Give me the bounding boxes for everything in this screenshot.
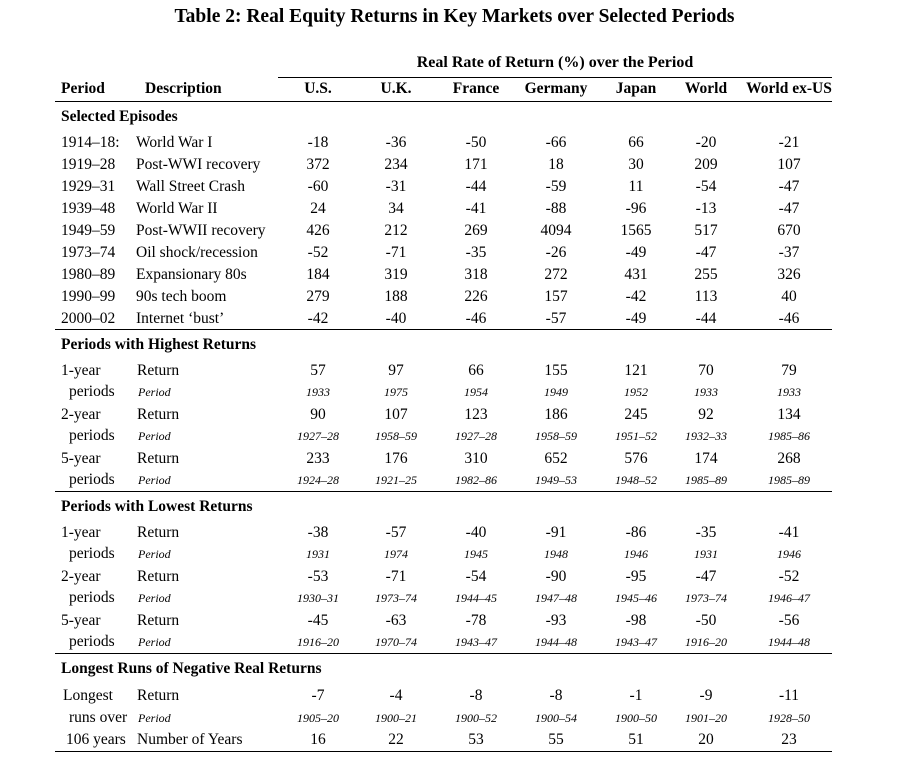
- table-cell-period: 1982–86: [455, 473, 497, 487]
- row-description: Wall Street Crash: [136, 178, 245, 195]
- table-cell-value: 234: [384, 156, 408, 173]
- table-cell-value: 18: [548, 156, 564, 173]
- table-cell-period: 1932–33: [685, 429, 727, 443]
- section-rule: [55, 491, 832, 492]
- table-cell-period: 1900–50: [615, 711, 657, 725]
- column-header-market: World ex-US: [746, 80, 832, 97]
- table-cell-period: 1944–48: [768, 635, 810, 649]
- table-cell-period: 1949–53: [535, 473, 577, 487]
- table-cell-period: 1933: [306, 385, 330, 399]
- table-cell-value: -26: [545, 244, 567, 261]
- table-cell-return: -7: [311, 687, 325, 704]
- group-label: periods: [69, 633, 115, 650]
- table-cell-value: 4094: [540, 222, 572, 239]
- table-cell-value: -46: [465, 310, 487, 327]
- superheader: Real Rate of Return (%) over the Period: [416, 54, 694, 71]
- table-cell-return: 90: [310, 406, 326, 423]
- table-cell-period: 1927–28: [297, 429, 339, 443]
- table-cell-value: -47: [695, 244, 717, 261]
- section-rule: [55, 653, 832, 654]
- column-header-market: France: [452, 80, 500, 97]
- table-cell-value: -36: [385, 134, 407, 151]
- return-label: Return: [137, 568, 180, 585]
- group-label: periods: [69, 589, 115, 606]
- table-cell-period: 1985–86: [768, 429, 810, 443]
- table-cell-value: 11: [628, 178, 644, 195]
- table-cell-return: 268: [777, 450, 801, 467]
- table-cell-period: 1927–28: [455, 429, 497, 443]
- group-label: 5-year: [61, 612, 101, 629]
- table-cell-value: -13: [695, 200, 717, 217]
- row-period: 1980–89: [61, 266, 116, 283]
- table-cell-return: 57: [310, 362, 326, 379]
- table-cell-return: 155: [544, 362, 568, 379]
- group-label: periods: [69, 471, 115, 488]
- table-cell-value: 517: [694, 222, 718, 239]
- table-cell-value: 30: [628, 156, 644, 173]
- table-cell-value: -47: [778, 200, 800, 217]
- group-label: 2-year: [61, 406, 101, 423]
- table-cell-return: -98: [625, 612, 647, 629]
- period-label: Period: [138, 635, 171, 649]
- table-cell-period: 1974: [384, 547, 408, 561]
- table-cell-period: 1948–52: [615, 473, 657, 487]
- table-cell-period: 1985–89: [685, 473, 727, 487]
- group-label: 1-year: [61, 362, 101, 379]
- table-cell-return: -53: [307, 568, 329, 585]
- table-cell-value: -49: [625, 244, 647, 261]
- table-cell-period: 1958–59: [375, 429, 417, 443]
- table-cell-return: -50: [695, 612, 717, 629]
- group-label: Longest: [63, 687, 113, 704]
- table-cell-value: -35: [465, 244, 487, 261]
- superheader-rule: [278, 77, 832, 78]
- table-cell-value: -40: [385, 310, 407, 327]
- table-cell-value: 184: [306, 266, 330, 283]
- section-heading: Selected Episodes: [61, 108, 178, 125]
- table-cell-return: -95: [625, 568, 647, 585]
- column-header-period: Period: [61, 80, 105, 97]
- table-cell-period: 1946: [624, 547, 648, 561]
- table-cell-value: -47: [778, 178, 800, 195]
- row-period: 1914–18:: [61, 134, 120, 151]
- group-label: periods: [69, 383, 115, 400]
- table-cell-return: 174: [694, 450, 718, 467]
- row-description: Post-WWI recovery: [136, 156, 261, 173]
- table-cell-period: 1947–48: [535, 591, 577, 605]
- table-cell-value: -54: [695, 178, 717, 195]
- table-cell-return: -90: [545, 568, 567, 585]
- table-cell-value: 66: [628, 134, 644, 151]
- group-label: 1-year: [61, 524, 101, 541]
- table-cell-value: -49: [625, 310, 647, 327]
- column-header-market: Japan: [615, 80, 657, 97]
- table-cell-return: 121: [624, 362, 648, 379]
- table-cell-return: -35: [695, 524, 717, 541]
- table-cell-value: -44: [695, 310, 717, 327]
- table-cell-return: -45: [307, 612, 329, 629]
- table-cell-period: 1946–47: [768, 591, 810, 605]
- table-cell-period: 1900–21: [375, 711, 417, 725]
- table-cell-return: -71: [385, 568, 407, 585]
- row-description: World War II: [136, 200, 218, 217]
- table-cell-period: 1954: [464, 385, 488, 399]
- table-cell-return: 79: [781, 362, 797, 379]
- table-cell-return: -47: [695, 568, 717, 585]
- table-cell-period: 1951–52: [615, 429, 657, 443]
- group-label: periods: [69, 427, 115, 444]
- column-header-market: U.S.: [304, 80, 332, 97]
- bottom-rule: [55, 751, 832, 752]
- section-heading: Longest Runs of Negative Real Returns: [61, 660, 322, 677]
- table-cell-period: 1970–74: [375, 635, 417, 649]
- table-cell-value: 226: [464, 288, 488, 305]
- table-cell-value: -42: [307, 310, 329, 327]
- return-label: Return: [137, 687, 180, 704]
- table-cell-value: -42: [625, 288, 647, 305]
- table-cell-period: 1946: [777, 547, 801, 561]
- row-period: 1939–48: [61, 200, 116, 217]
- row-description: World War I: [136, 134, 213, 151]
- table-cell-return: -41: [778, 524, 800, 541]
- table-cell-period: 1975: [384, 385, 408, 399]
- section-heading: Periods with Lowest Returns: [61, 498, 253, 515]
- table-cell-return: -40: [465, 524, 487, 541]
- table-cell-value: -50: [465, 134, 487, 151]
- table-cell-return: 576: [624, 450, 648, 467]
- row-description: Internet ‘bust’: [136, 310, 225, 327]
- row-period: 1919–28: [61, 156, 116, 173]
- table-cell-value: 279: [306, 288, 330, 305]
- return-label: Return: [137, 612, 180, 629]
- table-cell-return: -54: [465, 568, 487, 585]
- table-cell-period: 1985–89: [768, 473, 810, 487]
- table-cell-value: -18: [307, 134, 329, 151]
- table-title: Table 2: Real Equity Returns in Key Markets over Selected Periods: [174, 6, 735, 27]
- table-cell-return: 134: [777, 406, 801, 423]
- table-cell-return: -11: [778, 687, 800, 704]
- return-label: Return: [137, 362, 180, 379]
- table-cell-period: 1901–20: [685, 711, 727, 725]
- table-cell-return: -52: [778, 568, 800, 585]
- table-cell-period: 1949: [544, 385, 568, 399]
- table-cell-period: 1973–74: [375, 591, 417, 605]
- period-label: Period: [138, 547, 171, 561]
- column-header-description: Description: [145, 80, 222, 97]
- table-cell-period: 1973–74: [685, 591, 727, 605]
- table-cell-years: 51: [628, 731, 644, 748]
- row-period: 2000–02: [61, 310, 116, 327]
- table-cell-return: 233: [306, 450, 330, 467]
- table-cell-value: 24: [310, 200, 326, 217]
- table-cell-value: 40: [781, 288, 797, 305]
- table-cell-value: -44: [465, 178, 487, 195]
- group-label: 106 years: [66, 731, 126, 748]
- row-description: 90s tech boom: [136, 288, 227, 305]
- table-cell-value: 269: [464, 222, 488, 239]
- table-cell-return: 652: [544, 450, 568, 467]
- table-cell-years: 16: [310, 731, 326, 748]
- row-period: 1990–99: [61, 288, 116, 305]
- table-cell-period: 1900–52: [455, 711, 497, 725]
- table-cell-return: -38: [307, 524, 329, 541]
- table-cell-return: 107: [384, 406, 408, 423]
- table-cell-return: -4: [389, 687, 403, 704]
- table-cell-value: 171: [464, 156, 488, 173]
- row-period: 1929–31: [61, 178, 116, 195]
- table-cell-period: 1933: [694, 385, 718, 399]
- table-cell-value: 372: [306, 156, 330, 173]
- table-cell-return: 123: [464, 406, 488, 423]
- period-label: Period: [138, 429, 171, 443]
- table-cell-value: -71: [385, 244, 407, 261]
- table-cell-period: 1916–20: [297, 635, 339, 649]
- table-cell-period: 1944–45: [455, 591, 497, 605]
- table-cell-period: 1931: [694, 547, 718, 561]
- table-cell-value: 34: [388, 200, 404, 217]
- table-cell-period: 1928–50: [768, 711, 810, 725]
- table-cell-value: -60: [307, 178, 329, 195]
- table-cell-period: 1933: [777, 385, 801, 399]
- section-heading: Periods with Highest Returns: [61, 336, 257, 353]
- table-cell-value: -37: [778, 244, 800, 261]
- group-label: periods: [69, 545, 115, 562]
- column-header-market: Germany: [524, 80, 588, 97]
- table-cell-period: 1943–47: [615, 635, 657, 649]
- table-cell-period: 1944–48: [535, 635, 577, 649]
- return-label: Return: [137, 406, 180, 423]
- table-cell-period: 1916–20: [685, 635, 727, 649]
- table-cell-period: 1945: [464, 547, 488, 561]
- table-cell-value: -57: [545, 310, 567, 327]
- period-label: Period: [138, 711, 171, 725]
- row-description: Post-WWII recovery: [136, 222, 266, 239]
- table-cell-return: -93: [545, 612, 567, 629]
- table-cell-value: 272: [544, 266, 568, 283]
- table-cell-value: -21: [778, 134, 800, 151]
- table-cell-value: 113: [694, 288, 718, 305]
- table-cell-value: -20: [695, 134, 717, 151]
- period-label: Period: [138, 385, 171, 399]
- column-header-market: World: [684, 80, 728, 97]
- group-label: runs over: [69, 709, 128, 726]
- table-cell-return: 186: [544, 406, 568, 423]
- table-cell-value: 1565: [620, 222, 652, 239]
- group-label: 2-year: [61, 568, 101, 585]
- table-cell-value: -46: [778, 310, 800, 327]
- return-label: Return: [137, 450, 180, 467]
- row-period: 1949–59: [61, 222, 116, 239]
- table-cell-period: 1930–31: [297, 591, 339, 605]
- table-cell-return: 70: [698, 362, 714, 379]
- table-cell-return: 92: [698, 406, 714, 423]
- table-cell-years: 53: [468, 731, 484, 748]
- table-cell-return: -56: [778, 612, 800, 629]
- table-cell-period: 1921–25: [375, 473, 417, 487]
- table-cell-period: 1952: [624, 385, 648, 399]
- table-cell-return: 310: [464, 450, 488, 467]
- table-cell-return: -86: [625, 524, 647, 541]
- row-description: Oil shock/recession: [136, 244, 258, 261]
- table-cell-period: 1958–59: [535, 429, 577, 443]
- table-cell-return: 176: [384, 450, 408, 467]
- table-cell-period: 1931: [306, 547, 330, 561]
- table-cell-period: 1900–54: [535, 711, 577, 725]
- table-cell-return: -8: [549, 687, 563, 704]
- table-cell-return: -91: [545, 524, 567, 541]
- table-cell-return: -9: [699, 687, 713, 704]
- table-cell-period: 1905–20: [297, 711, 339, 725]
- table-cell-years: 22: [388, 731, 404, 748]
- table-cell-value: 318: [464, 266, 488, 283]
- table-cell-return: 97: [388, 362, 404, 379]
- period-label: Period: [138, 473, 171, 487]
- table-cell-value: 319: [384, 266, 408, 283]
- table-cell-years: 23: [781, 731, 797, 748]
- years-label: Number of Years: [137, 731, 243, 748]
- table-cell-years: 20: [698, 731, 714, 748]
- table-cell-value: -52: [307, 244, 329, 261]
- table-cell-return: -57: [385, 524, 407, 541]
- table-cell-value: 209: [694, 156, 718, 173]
- table-cell-value: -59: [545, 178, 567, 195]
- table-cell-value: 157: [544, 288, 568, 305]
- table-cell-period: 1943–47: [455, 635, 497, 649]
- table-cell-value: 326: [777, 266, 801, 283]
- table-cell-value: -96: [625, 200, 647, 217]
- column-header-market: U.K.: [380, 80, 412, 97]
- group-label: 5-year: [61, 450, 101, 467]
- section-rule: [55, 329, 832, 330]
- table-cell-return: 245: [624, 406, 648, 423]
- table-cell-value: 670: [777, 222, 801, 239]
- table-cell-years: 55: [548, 731, 564, 748]
- table-cell-return: -78: [465, 612, 487, 629]
- row-period: 1973–74: [61, 244, 116, 261]
- table-cell-value: -88: [545, 200, 567, 217]
- row-description: Expansionary 80s: [136, 266, 247, 283]
- table-cell-return: 66: [468, 362, 484, 379]
- header-rule: [55, 101, 832, 102]
- table-cell-value: -31: [385, 178, 407, 195]
- table-cell-period: 1945–46: [615, 591, 657, 605]
- table-cell-value: -41: [465, 200, 487, 217]
- table-cell-value: 255: [694, 266, 718, 283]
- table-cell-value: 188: [384, 288, 408, 305]
- table-cell-value: 212: [384, 222, 408, 239]
- return-label: Return: [137, 524, 180, 541]
- period-label: Period: [138, 591, 171, 605]
- table-cell-value: 426: [306, 222, 330, 239]
- table-cell-value: -66: [545, 134, 567, 151]
- table-cell-value: 107: [777, 156, 801, 173]
- table-cell-period: 1948: [544, 547, 568, 561]
- table-cell-value: 431: [624, 266, 648, 283]
- table-cell-period: 1924–28: [297, 473, 339, 487]
- table-cell-return: -63: [385, 612, 407, 629]
- table-cell-return: -1: [629, 687, 643, 704]
- table-cell-return: -8: [469, 687, 483, 704]
